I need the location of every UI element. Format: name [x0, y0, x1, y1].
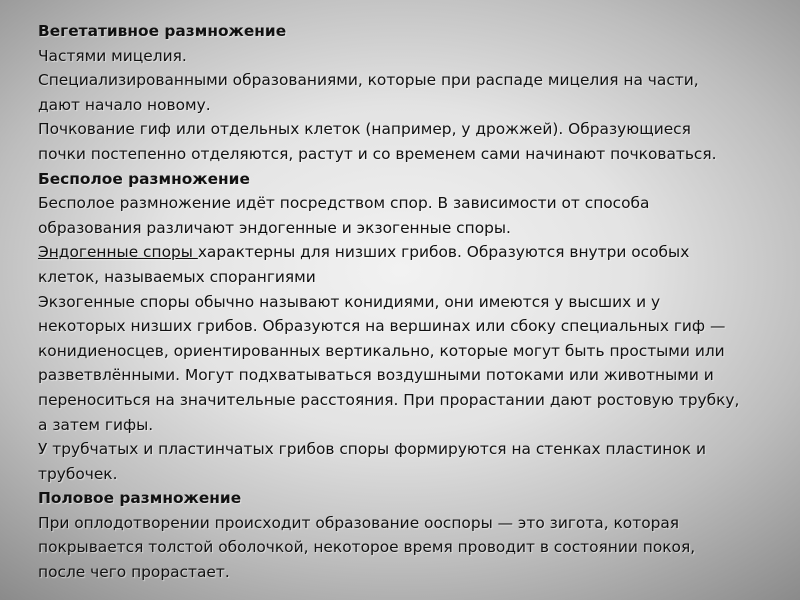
- text-line: образования различают эндогенные и экзогенные споры.: [38, 218, 511, 237]
- heading-asexual: Бесполое размножение: [38, 169, 250, 188]
- endogenous-spores-term: Эндогенные споры: [38, 243, 198, 262]
- text-span: характерны для низших грибов. Образуются внутри особых: [197, 243, 690, 262]
- slide-text-block: [38, 19, 778, 585]
- text-line: Частями мицелия.: [38, 46, 187, 65]
- text-line: Экзогенные споры обычно называют конидиями, они имеются у высших и у: [38, 292, 661, 311]
- text-line: клеток, называемых спорангиями: [38, 267, 316, 286]
- text-line: некоторых низших грибов. Образуются на вершинах или сбоку специальных гиф —: [38, 317, 726, 336]
- heading-vegetative: Вегетативное размножение: [38, 22, 287, 40]
- text-line: после чего прорастает.: [38, 563, 230, 582]
- text-line: Специализированными образованиями, которые при распаде мицелия на части,: [38, 71, 699, 90]
- text-line: разветвлёнными. Могут подхватываться воздушными потоками или животными и: [38, 366, 714, 385]
- text-line: У трубчатых и пластинчатых грибов споры формируются на стенках пластинок и: [38, 440, 706, 459]
- text-line: покрывается толстой оболочкой, некоторое время проводит в состоянии покоя,: [38, 538, 696, 557]
- text-line-endogenous: [38, 240, 778, 265]
- text-line: трубочек.: [38, 464, 118, 483]
- text-line: Почкование гиф или отдельных клеток (например, у дрожжей). Образующиеся: [38, 120, 691, 139]
- text-line: При оплодотворении происходит образование ооспоры — это зигота, которая: [38, 513, 680, 532]
- text-line: дают начало новому.: [38, 95, 211, 114]
- text-line: переноситься на значительные расстояния. При прорастании дают ростовую трубку,: [38, 390, 740, 409]
- text-line: Бесполое размножение идёт посредством спор. В зависимости от способа: [38, 194, 650, 213]
- heading-sexual: Половое размножение: [38, 489, 242, 508]
- text-line: а затем гифы.: [38, 415, 154, 434]
- text-line: конидиеносцев, ориентированных вертикально, которые могут быть простыми или: [38, 341, 725, 360]
- text-line: почки постепенно отделяются, растут и со временем сами начинают почковаться.: [38, 144, 717, 163]
